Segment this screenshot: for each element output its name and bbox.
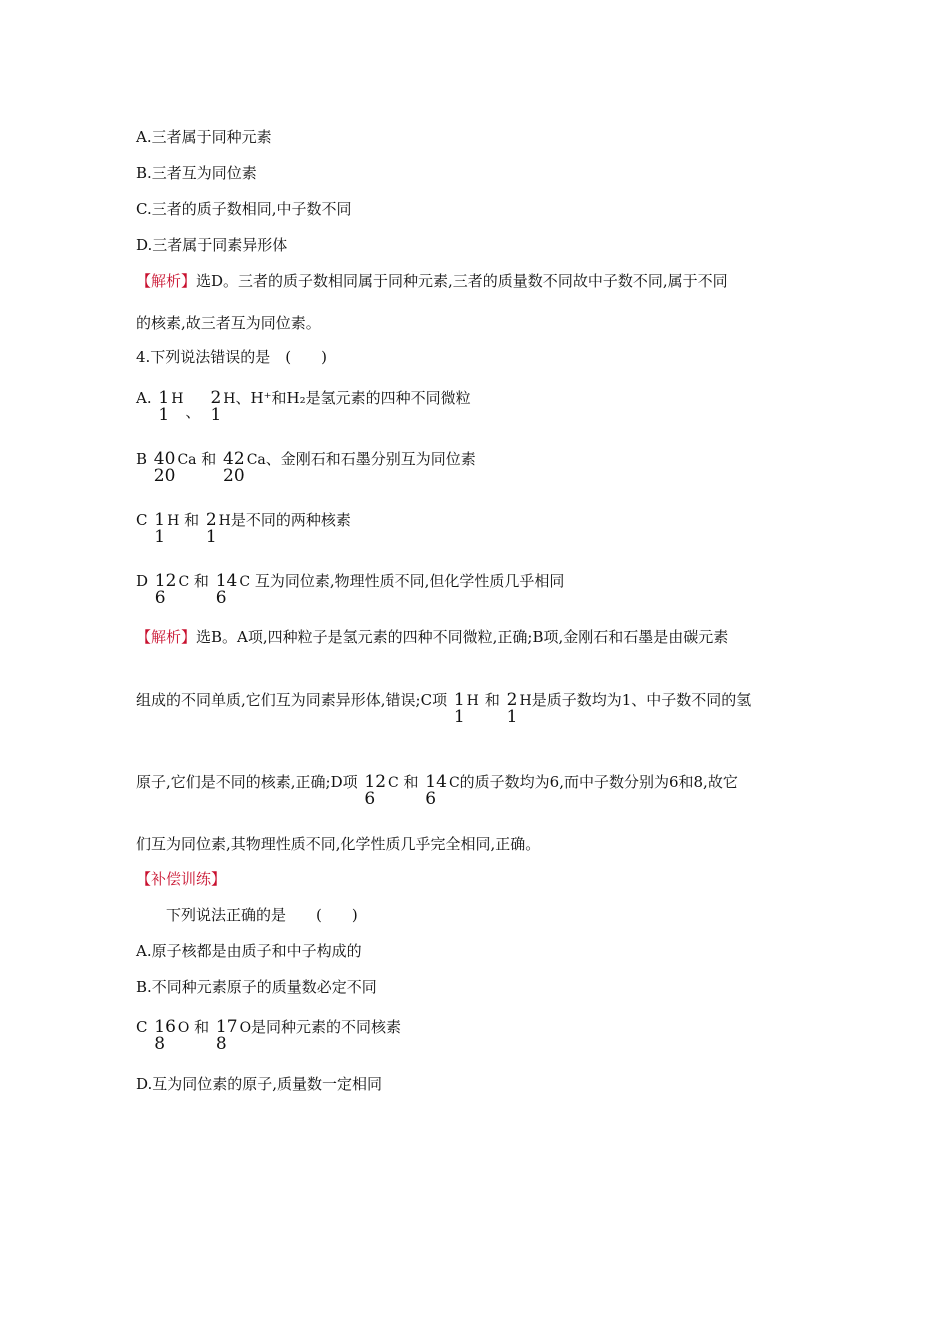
- isotope-notation: [506, 690, 518, 727]
- element-symbol: H: [171, 391, 184, 407]
- mass-number: 2: [506, 690, 518, 710]
- element-symbol: O: [239, 1020, 252, 1036]
- mass-number: 14: [215, 571, 238, 591]
- element-symbol: C: [388, 775, 399, 791]
- element-symbol: H: [218, 513, 231, 529]
- isotope-notation: [453, 690, 465, 727]
- isotope-notation: [425, 772, 447, 809]
- atomic-number: 1: [158, 405, 170, 425]
- q4-explanation-line1: [136, 627, 728, 647]
- supplement-option-c: [136, 1017, 402, 1054]
- option-rest: 是不同的两种核素: [230, 511, 351, 529]
- q3-option-d: D.三者属于同素异形体: [136, 236, 288, 254]
- supplement-stem: 下列说法正确的是 ( ): [166, 906, 358, 924]
- isotope-notation: [210, 388, 222, 425]
- mass-number: 1: [158, 388, 170, 408]
- mass-number: 42: [223, 449, 245, 469]
- option-mid: 和: [196, 450, 222, 468]
- isotope-notation: [154, 571, 177, 608]
- q4-explanation-line2: [136, 690, 752, 727]
- q4-option-c: [136, 510, 351, 547]
- element-symbol: C: [448, 775, 460, 791]
- supplement-option-b: B.不同种元素原子的质量数必定不同: [136, 978, 377, 996]
- q4-explanation-line3: [136, 772, 738, 809]
- isotope-notation: [153, 449, 176, 486]
- mass-number: 40: [153, 449, 176, 469]
- isotope-notation: [364, 772, 387, 809]
- option-mid: 和: [179, 511, 204, 529]
- atomic-number: 6: [215, 588, 227, 608]
- isotope-notation: [158, 388, 170, 425]
- atomic-number: 8: [215, 1034, 227, 1054]
- mass-number: 16: [154, 1017, 176, 1037]
- element-symbol: H: [466, 693, 479, 709]
- explanation-text: 组成的不同单质,它们互为同素异形体,错误;C项: [136, 691, 452, 709]
- mass-number: 2: [205, 510, 217, 530]
- q4-stem: 4.下列说法错误的是 ( ): [136, 348, 328, 366]
- q3-option-c: C.三者的质子数相同,中子数不同: [136, 200, 352, 218]
- isotope-notation: [223, 449, 245, 486]
- mass-number: 12: [154, 571, 177, 591]
- q3-option-b: B.三者互为同位素: [136, 164, 257, 182]
- supplement-option-a: A.原子核都是由质子和中子构成的: [136, 942, 362, 960]
- q3-explanation-line1: [136, 271, 728, 291]
- mass-number: 14: [425, 772, 447, 792]
- supplement-option-d: D.互为同位素的原子,质量数一定相同: [136, 1075, 383, 1093]
- explanation-text: 是质子数均为1、中子数不同的氢: [531, 691, 752, 709]
- isotope-notation: [215, 1017, 238, 1054]
- explanation-text: 和: [484, 691, 505, 709]
- option-prefix: D: [136, 572, 153, 590]
- mass-number: 12: [364, 772, 387, 792]
- option-prefix: B: [136, 450, 152, 468]
- element-symbol: C: [239, 574, 251, 590]
- element-symbol: H: [167, 513, 180, 529]
- option-prefix: C: [136, 511, 153, 529]
- q4-option-a: [136, 388, 471, 425]
- option-mid: 和: [189, 572, 214, 590]
- element-symbol: C: [178, 574, 190, 590]
- option-prefix: A.: [136, 389, 157, 407]
- explanation-tag: 【解析】: [136, 272, 197, 290]
- mass-number: 2: [210, 388, 222, 408]
- mass-number: 1: [453, 690, 465, 710]
- supplement-tag: 【补偿训练】: [136, 870, 227, 888]
- atomic-number: 6: [364, 789, 376, 809]
- option-rest: 互为同位素,物理性质不同,但化学性质几乎相同: [250, 572, 565, 590]
- mass-number: 17: [215, 1017, 238, 1037]
- separator: 、: [185, 403, 201, 421]
- atomic-number: 20: [223, 466, 245, 486]
- option-rest: 、金刚石和石墨分别互为同位素: [265, 450, 476, 468]
- atomic-number: 1: [154, 527, 166, 547]
- option-mid: 和: [189, 1018, 214, 1036]
- explanation-text: 原子,它们是不同的核素,正确;D项: [136, 773, 363, 791]
- atomic-number: 6: [425, 789, 437, 809]
- atomic-number: 1: [506, 707, 518, 727]
- option-rest: 、H⁺和H₂是氢元素的四种不同微粒: [235, 389, 471, 407]
- explanation-text: 选D。三者的质子数相同属于同种元素,三者的质量数不同故中子数不同,属于不同: [196, 272, 728, 290]
- q4-explanation-line4: 们互为同位素,其物理性质不同,化学性质几乎完全相同,正确。: [136, 835, 541, 853]
- q3-option-a: A.三者属于同种元素: [136, 128, 272, 146]
- atomic-number: 8: [154, 1034, 166, 1054]
- q4-option-b: [136, 449, 476, 486]
- atomic-number: 1: [205, 527, 217, 547]
- explanation-text: 选B。A项,四种粒子是氢元素的四种不同微粒,正确;B项,金刚石和石墨是由碳元素: [196, 628, 729, 646]
- explanation-tag: 【解析】: [136, 628, 197, 646]
- atomic-number: 6: [154, 588, 166, 608]
- isotope-notation: [154, 1017, 176, 1054]
- element-symbol: H: [519, 693, 532, 709]
- mass-number: 1: [154, 510, 166, 530]
- atomic-number: 1: [453, 707, 465, 727]
- element-symbol: Ca: [246, 452, 266, 468]
- atomic-number: 1: [210, 405, 222, 425]
- explanation-text: 的质子数均为6,而中子数分别为6和8,故它: [459, 773, 738, 791]
- q4-option-d: [136, 571, 565, 608]
- isotope-notation: [205, 510, 217, 547]
- element-symbol: Ca: [177, 452, 197, 468]
- q3-explanation-line2: 的核素,故三者互为同位素。: [136, 314, 321, 332]
- option-rest: 是同种元素的不同核素: [251, 1018, 402, 1036]
- isotope-notation: [154, 510, 166, 547]
- option-prefix: C: [136, 1018, 153, 1036]
- explanation-text: 和: [398, 773, 424, 791]
- atomic-number: 20: [153, 466, 176, 486]
- isotope-notation: [215, 571, 238, 608]
- element-symbol: O: [177, 1020, 190, 1036]
- element-symbol: H: [223, 391, 236, 407]
